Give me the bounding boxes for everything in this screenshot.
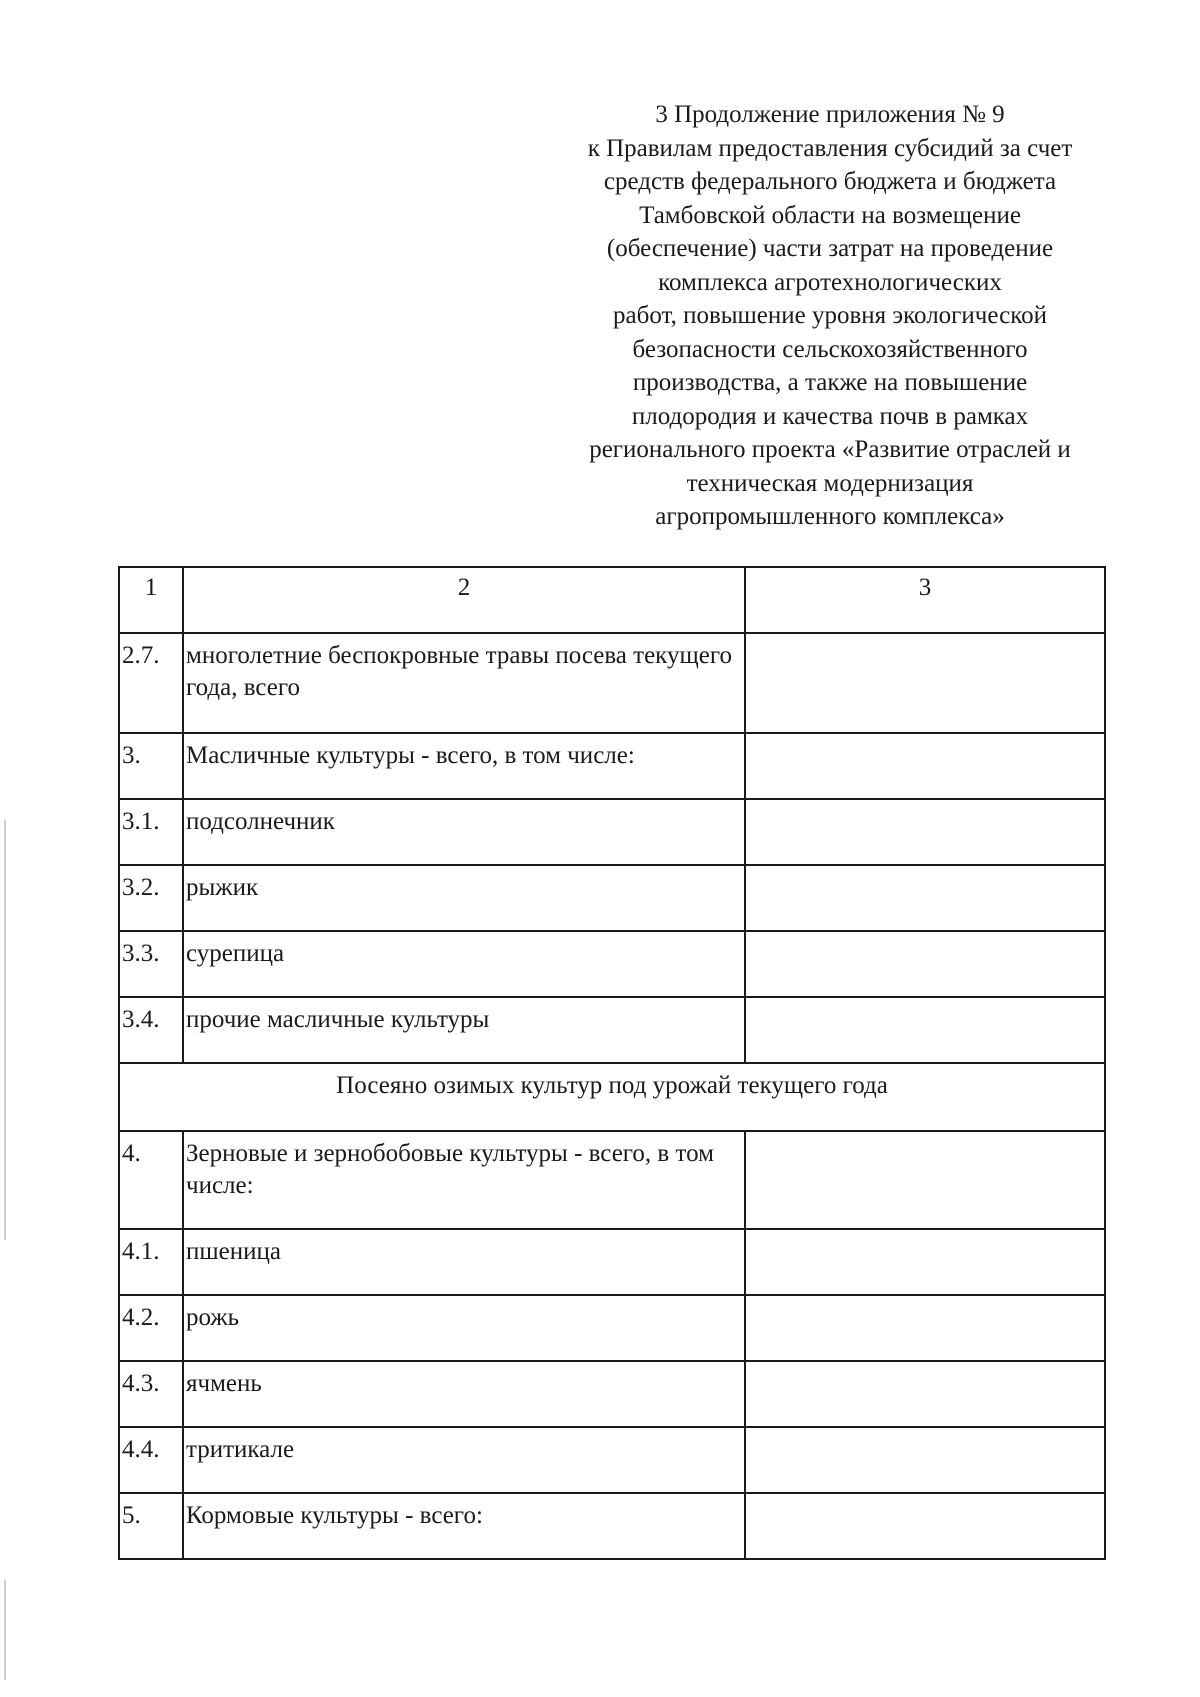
row-number: 5. — [119, 1493, 183, 1559]
row-name: Масличные культуры - всего, в том числе: — [183, 733, 745, 799]
table-row — [119, 997, 1105, 1063]
row-number: 3.4. — [119, 997, 183, 1063]
table-header-row — [119, 567, 1105, 633]
row-value — [745, 865, 1105, 931]
header-line: безопасности сельскохозяйственного — [632, 335, 1028, 363]
header-line: к Правилам предоставления субсидий за счет — [587, 134, 1073, 162]
row-number: 2.7. — [119, 633, 183, 733]
table-row — [119, 1229, 1105, 1295]
table-row — [119, 733, 1105, 799]
header-line: агропромышленного комплекса» — [655, 503, 1005, 530]
header-line: техническая модернизация — [686, 469, 974, 497]
row-value — [745, 931, 1105, 997]
row-value — [745, 1295, 1105, 1361]
column-header-2: 2 — [183, 567, 745, 633]
row-name: Зерновые и зернобобовые культуры - всего, в том числе: — [183, 1131, 745, 1229]
row-name: пшеница — [183, 1229, 745, 1295]
row-number: 4.1. — [119, 1229, 183, 1295]
row-value — [745, 733, 1105, 799]
row-value — [745, 633, 1105, 733]
table-row — [119, 1295, 1105, 1361]
section-row — [119, 1063, 1105, 1131]
row-value — [745, 1361, 1105, 1427]
row-name: прочие масличные культуры — [183, 997, 745, 1063]
table-row — [119, 1427, 1105, 1493]
header-line: плодородия и качества почв в рамках — [631, 402, 1029, 430]
column-header-3: 3 — [745, 567, 1105, 633]
header-line: регионального проекта «Развитие отраслей и — [589, 436, 1071, 463]
row-value — [745, 1229, 1105, 1295]
row-number: 3.2. — [119, 865, 183, 931]
row-number: 4.2. — [119, 1295, 183, 1361]
row-number: 3.1. — [119, 799, 183, 865]
row-value — [745, 1493, 1105, 1559]
table-row — [119, 931, 1105, 997]
header-line: (обеспечение) части затрат на проведение — [606, 235, 1054, 262]
row-value — [745, 799, 1105, 865]
row-name: ячмень — [183, 1361, 745, 1427]
appendix-header — [540, 98, 1120, 534]
row-number: 3. — [119, 733, 183, 799]
column-header-1: 1 — [119, 567, 183, 633]
row-number: 3.3. — [119, 931, 183, 997]
crops-table — [118, 566, 1106, 1560]
header-line: работ, повышение уровня экологической — [613, 302, 1047, 329]
table-row — [119, 1131, 1105, 1229]
table-row — [119, 865, 1105, 931]
row-number: 4.4. — [119, 1427, 183, 1493]
row-name: Кормовые культуры - всего: — [183, 1493, 745, 1559]
row-name: сурепица — [183, 931, 745, 997]
header-line: производства, а также на повышение — [632, 369, 1028, 396]
row-number: 4. — [119, 1131, 183, 1229]
row-value — [745, 1131, 1105, 1229]
scan-edge-mark — [4, 1580, 6, 1680]
row-name: рожь — [183, 1295, 745, 1361]
table-row — [119, 1361, 1105, 1427]
header-line: Тамбовской области на возмещение — [639, 201, 1021, 229]
row-name: тритикале — [183, 1427, 745, 1493]
header-line: 3 Продолжение приложения № 9 — [655, 101, 1005, 128]
header-line: комплекса агротехнологических — [658, 268, 1002, 296]
header-line: средств федерального бюджета и бюджета — [603, 168, 1057, 195]
row-name: рыжик — [183, 865, 745, 931]
scan-edge-mark — [4, 820, 6, 1240]
table-row — [119, 799, 1105, 865]
row-name: подсолнечник — [183, 799, 745, 865]
table-row — [119, 1493, 1105, 1559]
row-number: 4.3. — [119, 1361, 183, 1427]
row-value — [745, 997, 1105, 1063]
row-value — [745, 1427, 1105, 1493]
table-row — [119, 633, 1105, 733]
section-title: Посеяно озимых культур под урожай текущего года — [119, 1063, 1105, 1131]
row-name: многолетние беспокровные травы посева текущего года, всего — [183, 633, 745, 733]
